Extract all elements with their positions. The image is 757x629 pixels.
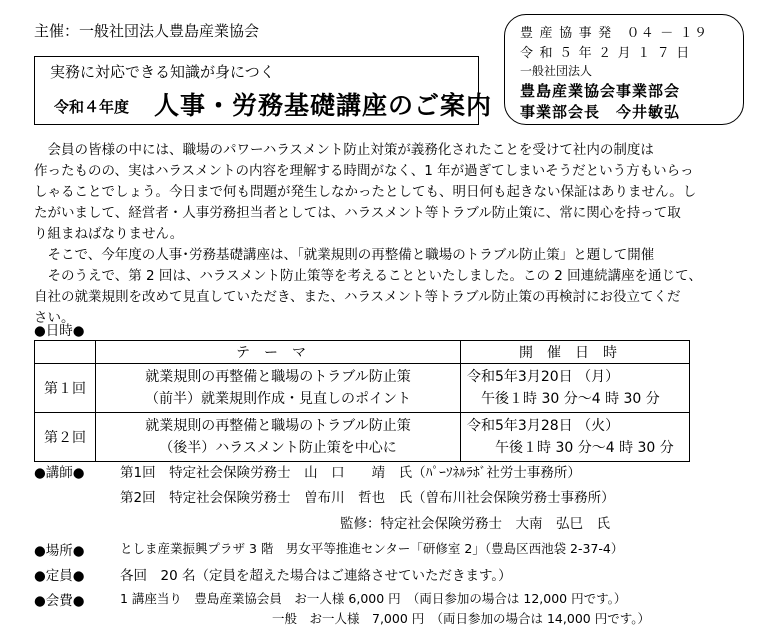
schedule-heading: ●日時● xyxy=(34,323,85,339)
subtitle: 実務に対応できる知識が身につく xyxy=(50,63,275,81)
date-time: 午後１時 30 分～4 時 30 分 xyxy=(467,391,660,407)
lecturer-label: ●講師● xyxy=(34,465,85,481)
date-header: 開催日時 xyxy=(461,341,690,364)
intro-line: しゃることでしょう。今日まで何も問題が発生しなかったとしても、明日何も起きない保証はありません。し xyxy=(34,184,697,200)
purpose-line: そこで、今年度の人事･労務基礎講座は、「就業規則の再整備と職場のトラブル防止策」と題して開催 xyxy=(34,247,655,263)
table-row xyxy=(35,364,690,413)
session-header xyxy=(35,341,96,364)
purpose-line: そのうえで、第 2 回は、ハラスメント防止策等を考えることといたしました。この 2 回連続講座を通じて、 xyxy=(34,268,702,284)
fiscal-year: 令和４年度 xyxy=(54,98,130,116)
date-cell xyxy=(461,364,690,413)
department-name: 豊島産業協会事業部会 xyxy=(520,82,681,100)
purpose-line: さい。 xyxy=(34,310,75,326)
document-number: 豊 産 協 事 発 ０４ － １９ xyxy=(520,26,709,41)
org-type: 一般社団法人 xyxy=(520,64,593,78)
venue-label: ●場所● xyxy=(34,543,85,559)
sponsor-line: 主催：一般社団法人豊島産業協会 xyxy=(34,22,260,40)
intro-line: り組まねばなりません。 xyxy=(34,226,184,242)
fee-label: ●会費● xyxy=(34,593,85,609)
theme-title: 就業規則の再整備と職場のトラブル防止策 xyxy=(145,418,411,434)
date-cell xyxy=(461,413,690,462)
lecturer-1: 第1回 特定社会保険労務士 山 口 靖 氏（ﾊﾟｰｿﾈﾙﾗﾎﾞ社労士事務所） xyxy=(120,465,581,481)
fee-general: 一般 お一人様 7,000 円 （両日参加の場合は 14,000 円です。） xyxy=(272,611,650,626)
intro-line: たがいまして、経営者・人事労務担当者としては、ハラスメント等トラブル防止策に、常に関心を持って取 xyxy=(34,205,681,221)
theme-title: 就業規則の再整備と職場のトラブル防止策 xyxy=(145,369,411,385)
purpose-paragraph xyxy=(34,245,734,329)
signatory: 事業部会長 今井敏弘 xyxy=(520,103,681,121)
date-time: 午後１時 30 分～4 時 30 分 xyxy=(467,440,674,456)
session-cell: 第２回 xyxy=(35,413,96,462)
capacity-label: ●定員● xyxy=(34,568,85,584)
date-day: 令和5年3月20日 （月） xyxy=(467,369,620,385)
intro-line: 作ったものの、実はハラスメントの内容を理解する時間がなく、1 年が過ぎてしまいそうだという方もいらっ xyxy=(34,163,694,179)
theme-cell xyxy=(96,413,461,462)
supervisor: 監修：特定社会保険労務士 大南 弘巳 氏 xyxy=(340,516,610,532)
capacity: 各回 20 名（定員を超えた場合はご連絡させていただきます。） xyxy=(120,568,512,584)
document-date: 令 和 ５ 年 ２ 月 １ ７ 日 xyxy=(520,46,691,61)
theme-subtitle: （前半）就業規則作成・見直しのポイント xyxy=(145,391,411,407)
venue: としま産業振興プラザ 3 階 男女平等推進センター「研修室 2」（豊島区西池袋 2-37-4） xyxy=(120,541,624,556)
date-day: 令和5年3月28日 （火） xyxy=(467,418,620,434)
table-row xyxy=(35,413,690,462)
schedule-table xyxy=(34,340,690,462)
table-header-row xyxy=(35,341,690,364)
theme-header: テーマ xyxy=(96,341,461,364)
lecturer-2: 第2回 特定社会保険労務士 曽布川 哲也 氏（曽布川社会保険労務士事務所） xyxy=(120,490,615,506)
purpose-line: 自社の就業規則を改めて見直していただき、また、ハラスメント等トラブル防止策の再検討にお役立てくだ xyxy=(34,289,681,305)
theme-cell xyxy=(96,364,461,413)
intro-line: 会員の皆様の中には、職場のパワーハラスメント防止対策が義務化されたことを受けて社内の制度は xyxy=(34,142,654,158)
page-title: 人事・労務基礎講座のご案内 xyxy=(154,91,493,120)
theme-subtitle: （後半）ハラスメント防止策を中心に xyxy=(159,440,397,456)
session-cell: 第１回 xyxy=(35,364,96,413)
intro-paragraph xyxy=(34,140,734,245)
fee-member: 1 講座当り 豊島産業協会員 お一人様 6,000 円 （両日参加の場合は 12,000 円です。） xyxy=(120,591,627,606)
